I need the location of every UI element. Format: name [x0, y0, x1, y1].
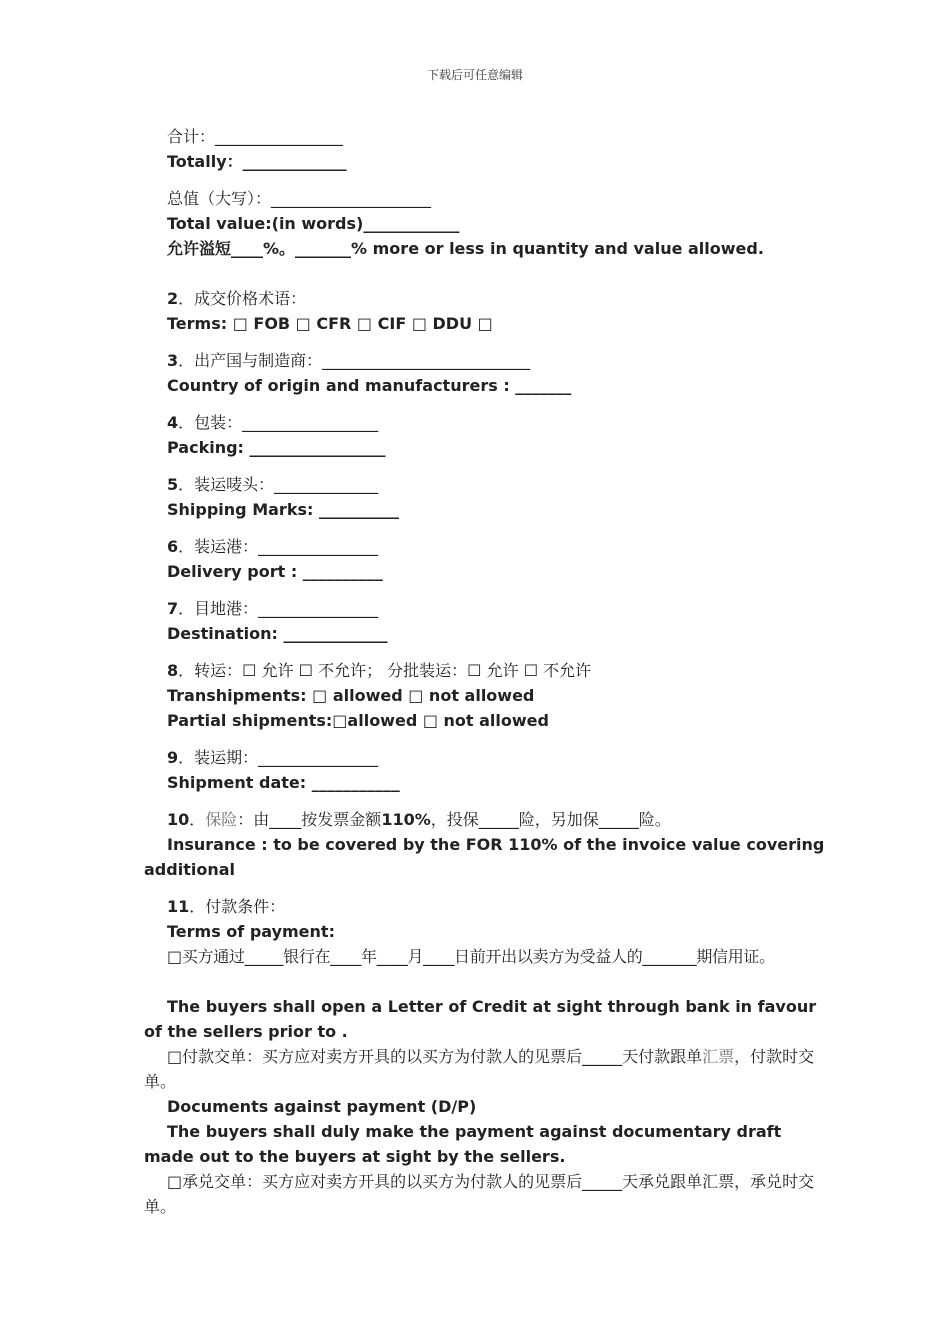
- insurance-number: 10: [167, 810, 190, 829]
- shipment-date-zh: [144, 745, 834, 770]
- packing-number: 4: [167, 413, 179, 432]
- total-value-zh: 总值（大写）：____________________: [167, 189, 432, 208]
- packing-en: Packing: _________________: [167, 438, 386, 457]
- shipment-date-en: Shipment date: ___________: [167, 773, 400, 792]
- payment-zh-label: ．付款条件：: [189, 897, 286, 916]
- da-zh: □承兑交单：买方应对卖方开具的以买方为付款人的见票后_____天承兑跟单汇票，承兑时交单。: [144, 1172, 815, 1216]
- insurance-percent: 110%: [381, 810, 431, 829]
- dp-zh: [144, 1044, 834, 1094]
- insurance-zh: [144, 807, 834, 832]
- payment-en: Terms of payment:: [167, 922, 335, 941]
- terms-en: Terms: □ FOB □ CFR □ CIF □ DDU □: [167, 314, 493, 333]
- shipment-zh-label: ．转运：☐ 允许 ☐ 不允许； 分批装运：☐ 允许 ☐ 不允许: [178, 661, 592, 680]
- insurance-label: 保险: [205, 810, 238, 829]
- quantity-allowance: 允许溢短____%。_______% more or less in quantity and value allowed.: [167, 239, 764, 258]
- date-zh-label: ．装运期：_______________: [178, 748, 379, 767]
- terms-zh-label: ．成交价格术语：: [178, 289, 307, 308]
- port-number: 6: [167, 537, 179, 556]
- terms-zh: [144, 286, 834, 311]
- destination-en: Destination: _____________: [167, 624, 388, 643]
- insurance-dot: ．: [189, 810, 206, 829]
- marks-zh-label: ．装运唛头：_____________: [178, 475, 379, 494]
- terms-number: 2: [167, 289, 179, 308]
- transhipments-en: Transhipments: □ allowed □ not allowed: [167, 686, 535, 705]
- lc-zh: □买方通过_____银行在____年____月____日前开出以卖方为受益人的_______期信用证。: [167, 947, 775, 966]
- total-zh: 合计：________________: [167, 127, 344, 146]
- origin-en: Country of origin and manufacturers : _______: [167, 376, 572, 395]
- partial-shipments-en: Partial shipments:□allowed □ not allowed: [167, 711, 549, 730]
- port-en: Delivery port : __________: [167, 562, 383, 581]
- packing-zh-label: ．包装：_________________: [178, 413, 379, 432]
- insurance-en: Insurance : to be covered by the FOR 110% of the invoice value covering additional: [144, 835, 825, 879]
- packing-zh: [144, 410, 834, 435]
- origin-zh: [144, 348, 834, 373]
- origin-zh-label: ．出产国与制造商：__________________________: [178, 351, 531, 370]
- destination-number: 7: [167, 599, 179, 618]
- dp-zh-a: □付款交单：买方应对卖方开具的以买方为付款人的见票后_____天付款跟单: [167, 1047, 703, 1066]
- marks-number: 5: [167, 475, 179, 494]
- port-zh: [144, 534, 834, 559]
- shipment-zh: [144, 658, 834, 683]
- lc-en: The buyers shall open a Letter of Credit at sight through bank in favour of the sellers prior to .: [144, 997, 817, 1041]
- destination-zh: [144, 596, 834, 621]
- origin-number: 3: [167, 351, 179, 370]
- insurance-zh-b: ，投保_____险，另加保_____险。: [430, 810, 671, 829]
- destination-zh-label: ．目地港：_______________: [178, 599, 379, 618]
- total-en: Totally：_____________: [167, 152, 347, 171]
- page-header: 下载后可任意编辑: [426, 68, 523, 82]
- shipment-number: 8: [167, 661, 179, 680]
- payment-zh: [144, 894, 834, 919]
- insurance-zh-a: ：由____按发票金额: [237, 810, 382, 829]
- total-value-en: Total value:(in words)____________: [167, 214, 460, 233]
- marks-zh: [144, 472, 834, 497]
- date-number: 9: [167, 748, 179, 767]
- port-zh-label: ．装运港：_______________: [178, 537, 379, 556]
- contract-body: [144, 124, 834, 1219]
- dp-en-title: Documents against payment (D/P): [167, 1097, 477, 1116]
- dp-en: The buyers shall duly make the payment against documentary draft made out to the buyers at sight by the sellers.: [144, 1122, 782, 1166]
- payment-number: 11: [167, 897, 190, 916]
- dp-zh-draft: 汇票: [702, 1047, 735, 1066]
- marks-en: Shipping Marks: __________: [167, 500, 399, 519]
- dp-zh-b: ，付款时交单。: [144, 1047, 815, 1091]
